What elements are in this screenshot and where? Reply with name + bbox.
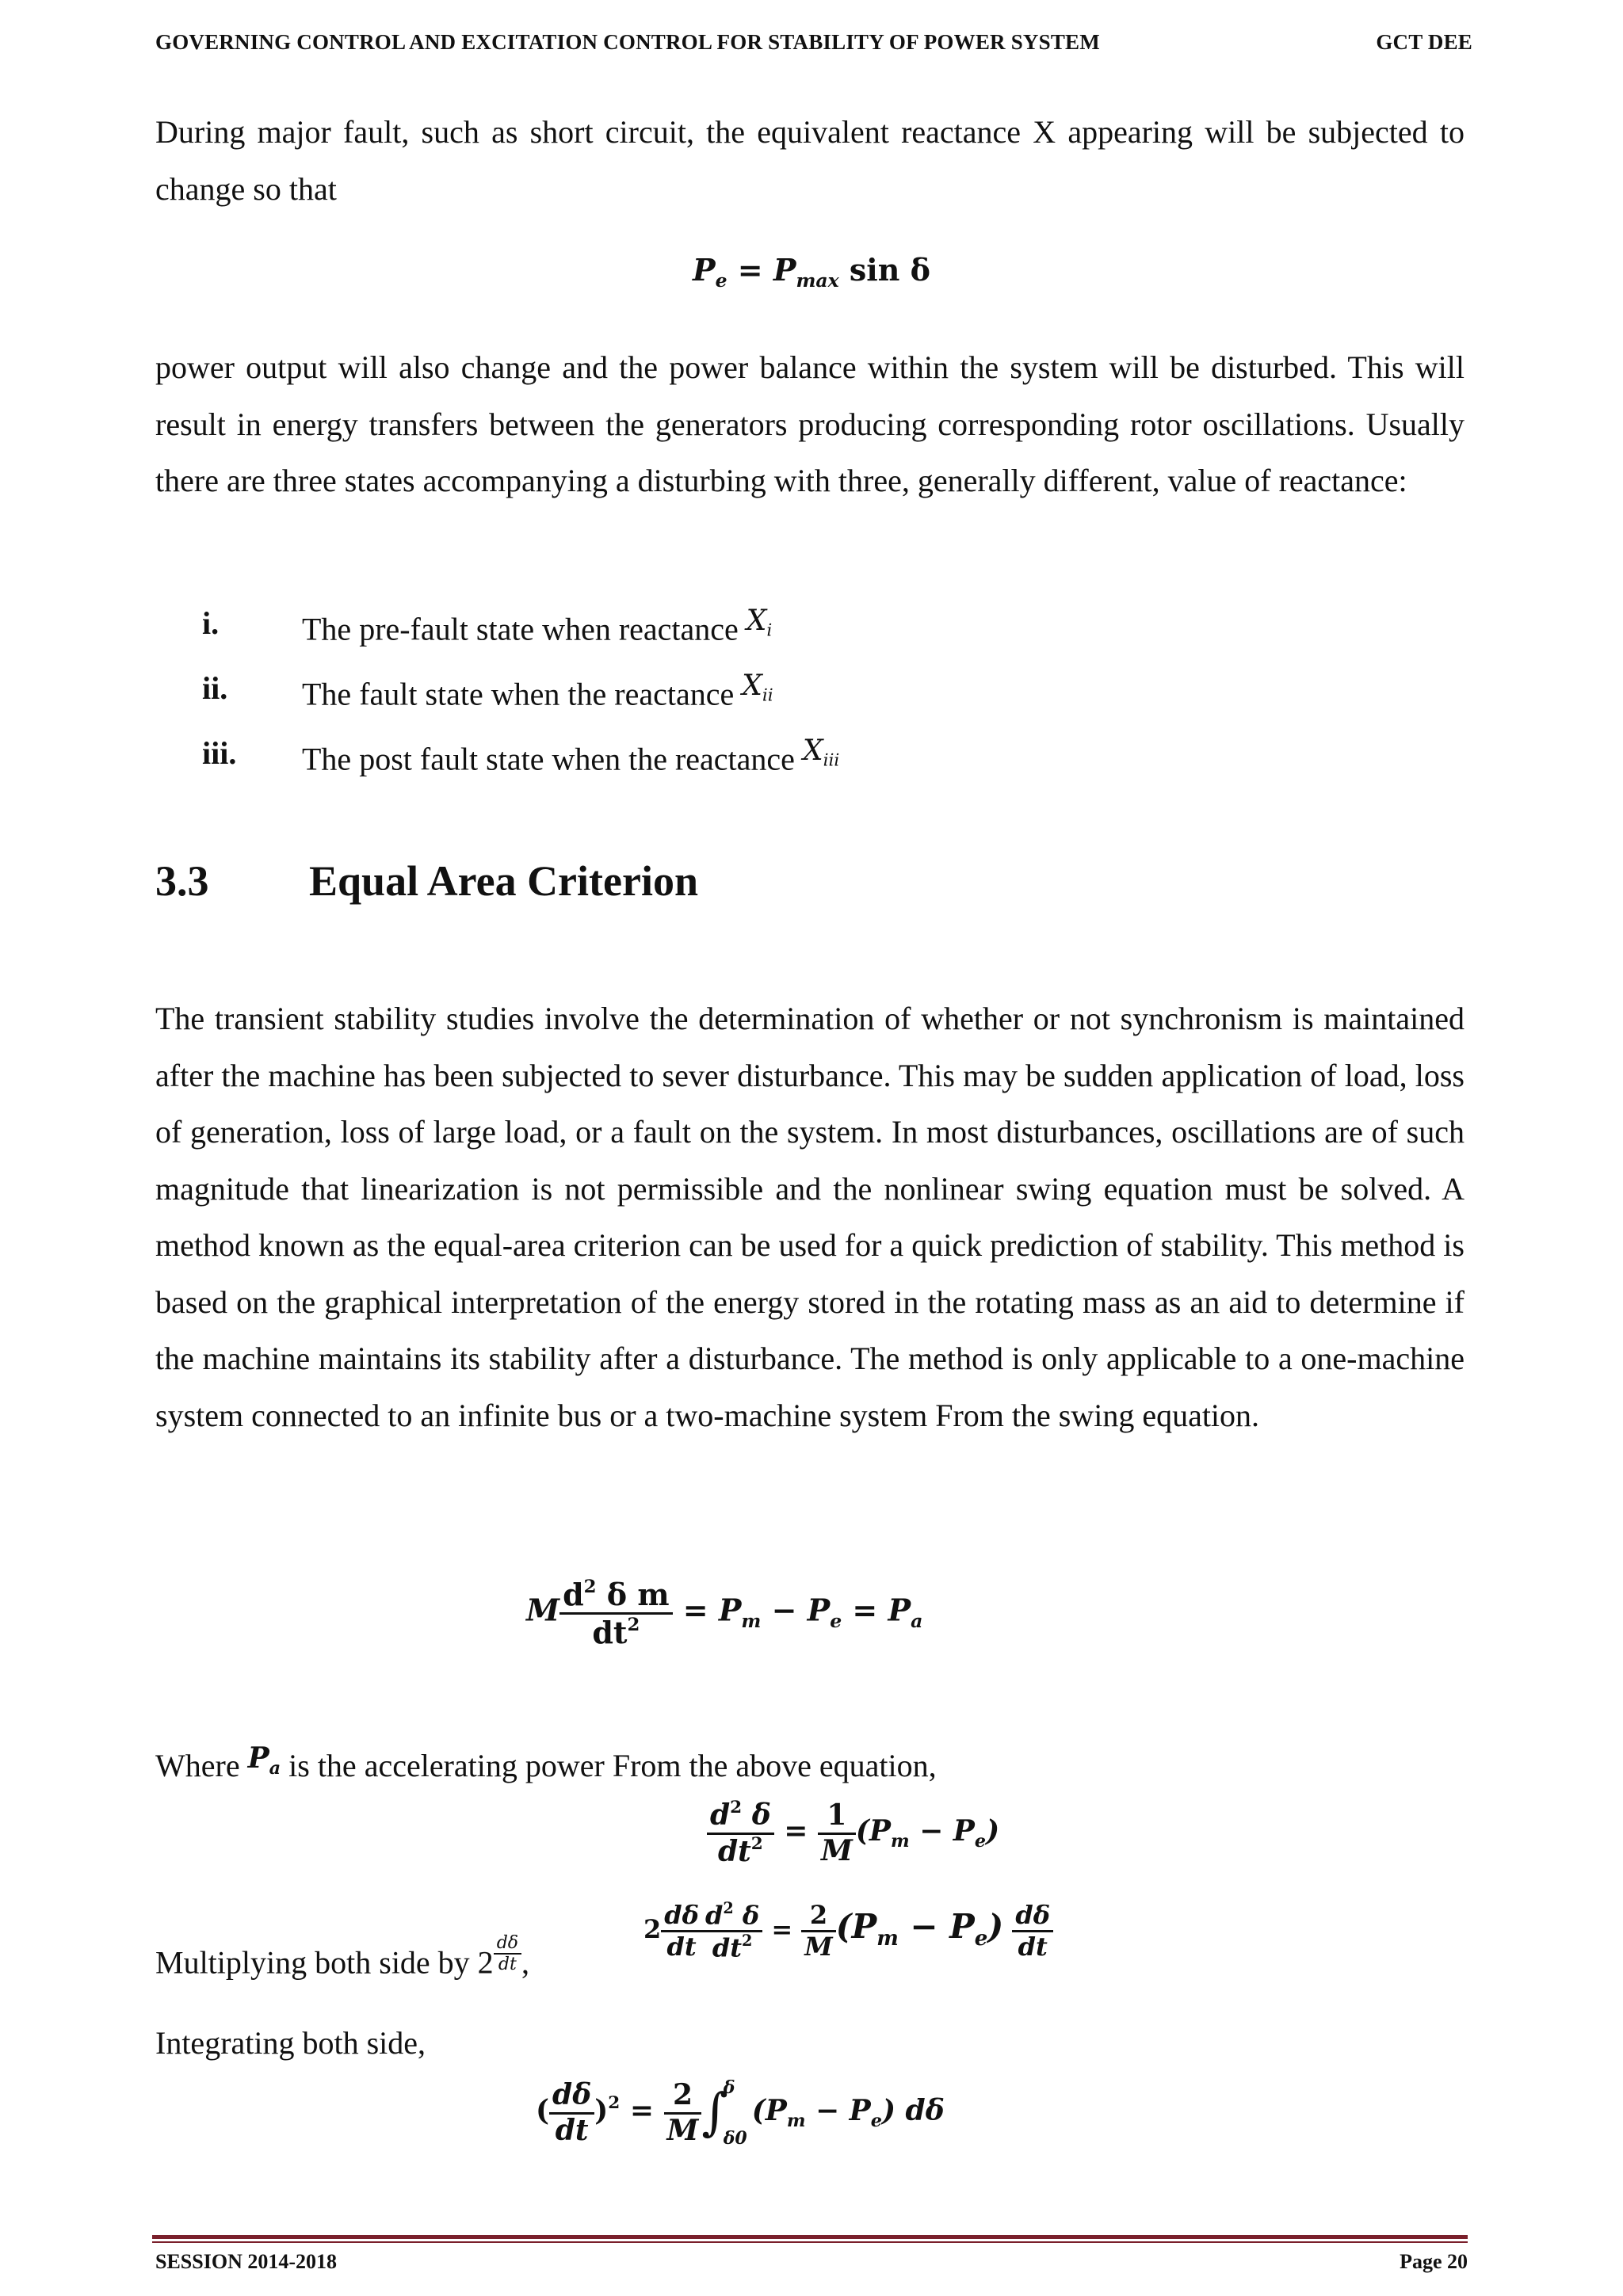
footer-page-number: Page 20	[1400, 2250, 1468, 2273]
equation-multiplied: 2 $\frac{d\delta}{dt}$ $\frac{d^2 \delta}{dt^2}$ = $\frac{2}{M}$ $(P_m - P_e)$ $\frac{d\delta}{dt}$	[643, 1900, 1053, 1962]
section-title: Equal Area Criterion	[309, 857, 698, 905]
list-item-text: The fault state when the reactance	[302, 676, 735, 712]
list-item-text: The post fault state when the reactance	[302, 741, 795, 777]
multiplying-text: Multiplying both side by 2	[155, 1944, 494, 1981]
integrating-line: Integrating both side,	[155, 2025, 426, 2061]
footer-rule-thin	[152, 2241, 1468, 2243]
equation-acceleration: $\frac{d^2 \delta}{dt^2}$ = $\frac{1}{M}$ $(P_m - P_e)$	[707, 1798, 999, 1868]
running-header-title: GOVERNING CONTROL AND EXCITATION CONTROL FOR STABILITY OF POWER SYSTEM	[155, 30, 1100, 54]
where-line	[155, 1730, 937, 1797]
equation-power-angle: $P_e = P_{max}$ sin δ	[693, 252, 930, 292]
multiplying-line: Multiplying both side by 2 $\frac{d\delta}{dt}$ ,	[155, 1933, 530, 1981]
where-prefix: Where	[155, 1747, 240, 1783]
list-item-number: i.	[202, 605, 220, 641]
list-item	[302, 605, 772, 648]
reactance-symbol: $X_{ii}$	[742, 669, 773, 706]
footer-session: SESSION 2014-2018	[155, 2250, 337, 2273]
list-item	[302, 669, 773, 713]
list-item-number: iii.	[202, 735, 237, 771]
footer-rule	[152, 2235, 1468, 2239]
accelerating-power-symbol: $P_a$	[247, 1741, 281, 1779]
list-item	[302, 734, 839, 778]
reactance-symbol: $X_i$	[746, 605, 773, 641]
section-number: 3.3	[155, 857, 209, 905]
list-item-text: The pre-fault state when reactance	[302, 611, 739, 647]
section-paragraph: The transient stability studies involve the determination of whether or not synchronism is maintained after the machine has been subjected to sever disturbance. This may be sudden application of load, loss of generation, loss of large load, or a fault on the system. In most disturbances, oscillations are of such magnitude that linearization is not permissible and the nonlinear swing equation must be solved. A method known as the equal-area criterion can be used for a quick prediction of stability. This method is based on the graphical interpretation of the energy stored in the rotating mass as an aid to determine if the machine maintains its stability after a disturbance. The method is only applicable to a one-machine system connected to an infinite bus or a two-machine system From the swing equation.	[155, 1001, 1465, 1433]
intro-paragraph-2: power output will also change and the power balance within the system will be disturbed. This will result in energy transfers between the generators producing corresponding rotor oscillations. Usually there are three states accompanying a disturbing with three, generally different, value of reactance:	[155, 349, 1465, 498]
running-header-dept: GCT DEE	[1376, 30, 1472, 54]
where-suffix: is the accelerating power From the above equation,	[288, 1747, 937, 1783]
list-item-number: ii.	[202, 670, 228, 706]
equation-swing: M $\frac{d^2 \delta m}{dt^2}$ = $P_m - P_e = P_a$	[526, 1576, 923, 1650]
multiplier-fraction: $\frac{d\delta}{dt}$	[494, 1958, 521, 1978]
reactance-symbol: $X_{iii}$	[802, 734, 840, 771]
intro-paragraph-1: During major fault, such as short circuit, the equivalent reactance X appearing will be subjected to change so that	[155, 114, 1465, 207]
equation-integrated: ( $\frac{d\delta}{dt}$ )$^2$ = $\frac{2}{M}$ ∫ δ δ0 $(P_m - P_e)$ dδ	[536, 2077, 945, 2149]
